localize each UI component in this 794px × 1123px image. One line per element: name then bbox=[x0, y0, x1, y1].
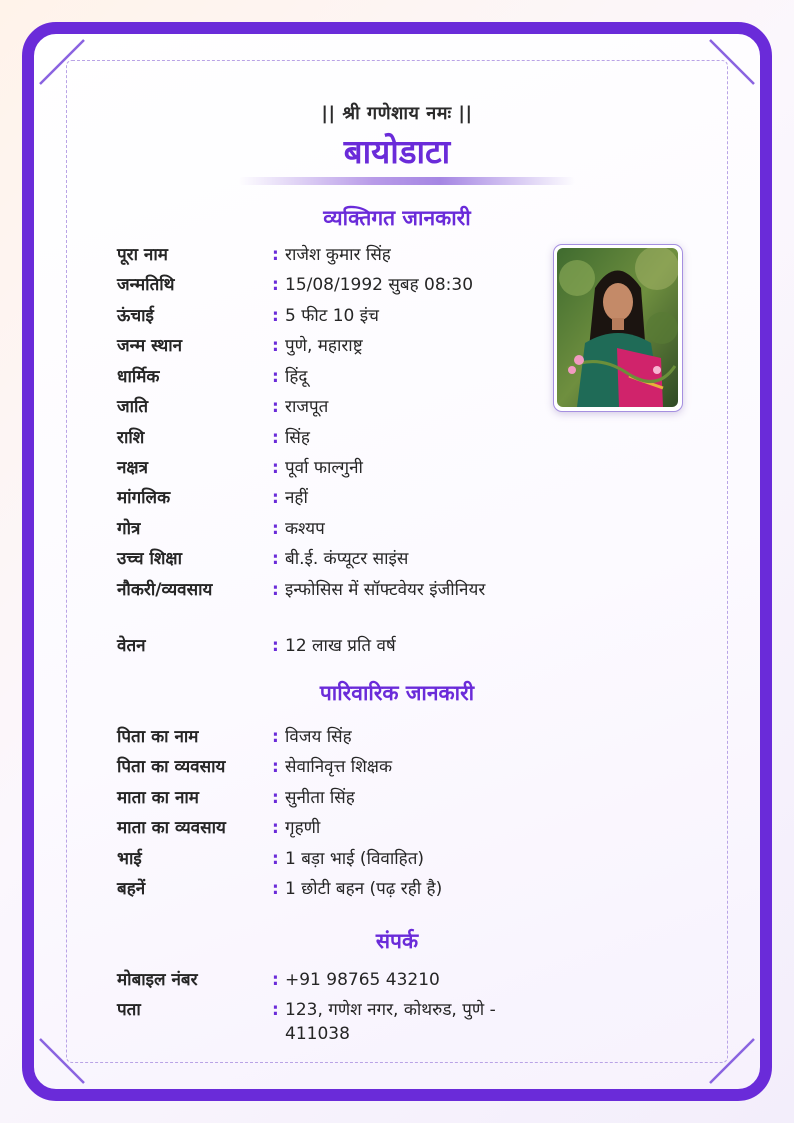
field-colon: : bbox=[272, 245, 279, 265]
title-underline bbox=[239, 177, 575, 185]
field-value: गृहणी bbox=[285, 818, 321, 838]
field-label: ऊंचाई bbox=[117, 306, 154, 326]
field-label: धार्मिक bbox=[117, 367, 160, 387]
field-colon: : bbox=[272, 275, 279, 295]
field-label: जन्म स्थान bbox=[117, 336, 183, 356]
field-label: गोत्र bbox=[117, 519, 141, 539]
field-value: 1 छोटी बहन (पढ़ रही है) bbox=[285, 879, 443, 899]
field-value: +91 98765 43210 bbox=[285, 970, 440, 990]
section-heading: व्यक्तिगत जानकारी bbox=[323, 206, 471, 230]
field-label: जाति bbox=[117, 397, 149, 417]
field-colon: : bbox=[272, 458, 279, 478]
field-value: सिंह bbox=[285, 428, 310, 448]
field-value: 123, गणेश नगर, कोथरुड, पुणे - 411038 bbox=[285, 1000, 496, 1044]
field-value: नहीं bbox=[285, 488, 308, 508]
field-colon: : bbox=[272, 488, 279, 508]
section-heading: पारिवारिक जानकारी bbox=[319, 681, 475, 705]
field-value: 1 बड़ा भाई (विवाहित) bbox=[285, 849, 425, 869]
field-label: बहनें bbox=[117, 879, 146, 899]
field-colon: : bbox=[272, 580, 279, 600]
field-label: माता का व्यवसाय bbox=[117, 818, 226, 838]
field-label: पिता का व्यवसाय bbox=[117, 757, 226, 777]
field-colon: : bbox=[272, 818, 279, 838]
field-label: पिता का नाम bbox=[117, 727, 199, 747]
field-colon: : bbox=[272, 306, 279, 326]
field-colon: : bbox=[272, 1000, 279, 1020]
field-value: पूर्वा फाल्गुनी bbox=[285, 458, 363, 478]
field-label: भाई bbox=[117, 849, 142, 869]
field-label: मोबाइल नंबर bbox=[117, 970, 198, 990]
biodata-frame bbox=[22, 22, 772, 1101]
field-label: उच्च शिक्षा bbox=[117, 549, 182, 569]
field-colon: : bbox=[272, 636, 279, 656]
field-value: 12 लाख प्रति वर्ष bbox=[285, 636, 396, 656]
page-title: बायोडाटा bbox=[343, 132, 451, 171]
field-label: माता का नाम bbox=[117, 788, 199, 808]
field-value: 5 फीट 10 इंच bbox=[285, 306, 379, 326]
field-value: बी.ई. कंप्यूटर साइंस bbox=[285, 549, 409, 569]
field-label: नौकरी/व्यवसाय bbox=[117, 580, 213, 600]
field-value: 15/08/1992 सुबह 08:30 bbox=[285, 275, 474, 295]
profile-photo bbox=[553, 244, 683, 412]
section-heading: संपर्क bbox=[375, 929, 419, 953]
corner-decoration bbox=[34, 34, 94, 94]
field-label: मांगलिक bbox=[117, 488, 171, 508]
corner-decoration bbox=[34, 1029, 94, 1089]
field-colon: : bbox=[272, 336, 279, 356]
field-colon: : bbox=[272, 428, 279, 448]
field-colon: : bbox=[272, 849, 279, 869]
invocation-text: || श्री गणेशाय नमः || bbox=[321, 103, 473, 124]
field-value: हिंदू bbox=[285, 367, 308, 387]
field-value: कश्यप bbox=[285, 519, 325, 539]
field-colon: : bbox=[272, 367, 279, 387]
field-colon: : bbox=[272, 788, 279, 808]
field-label: पता bbox=[117, 1000, 141, 1020]
field-value: पुणे, महाराष्ट्र bbox=[285, 336, 363, 356]
field-label: नक्षत्र bbox=[117, 458, 149, 478]
field-label: जन्मतिथि bbox=[117, 275, 175, 295]
field-value: राजपूत bbox=[285, 397, 329, 417]
field-colon: : bbox=[272, 549, 279, 569]
field-label: पूरा नाम bbox=[117, 245, 168, 265]
field-label: वेतन bbox=[117, 636, 146, 656]
field-value: सुनीता सिंह bbox=[285, 788, 355, 808]
field-colon: : bbox=[272, 519, 279, 539]
portrait-photo-icon bbox=[557, 248, 678, 407]
field-colon: : bbox=[272, 727, 279, 747]
field-label: राशि bbox=[117, 428, 145, 448]
field-colon: : bbox=[272, 970, 279, 990]
field-value: राजेश कुमार सिंह bbox=[285, 245, 391, 265]
field-colon: : bbox=[272, 397, 279, 417]
field-colon: : bbox=[272, 757, 279, 777]
field-value: विजय सिंह bbox=[285, 727, 352, 747]
field-colon: : bbox=[272, 879, 279, 899]
field-value: इन्फोसिस में सॉफ्टवेयर इंजीनियर bbox=[285, 580, 486, 600]
corner-decoration bbox=[700, 1029, 760, 1089]
field-value: सेवानिवृत्त शिक्षक bbox=[285, 757, 392, 777]
corner-decoration bbox=[700, 34, 760, 94]
